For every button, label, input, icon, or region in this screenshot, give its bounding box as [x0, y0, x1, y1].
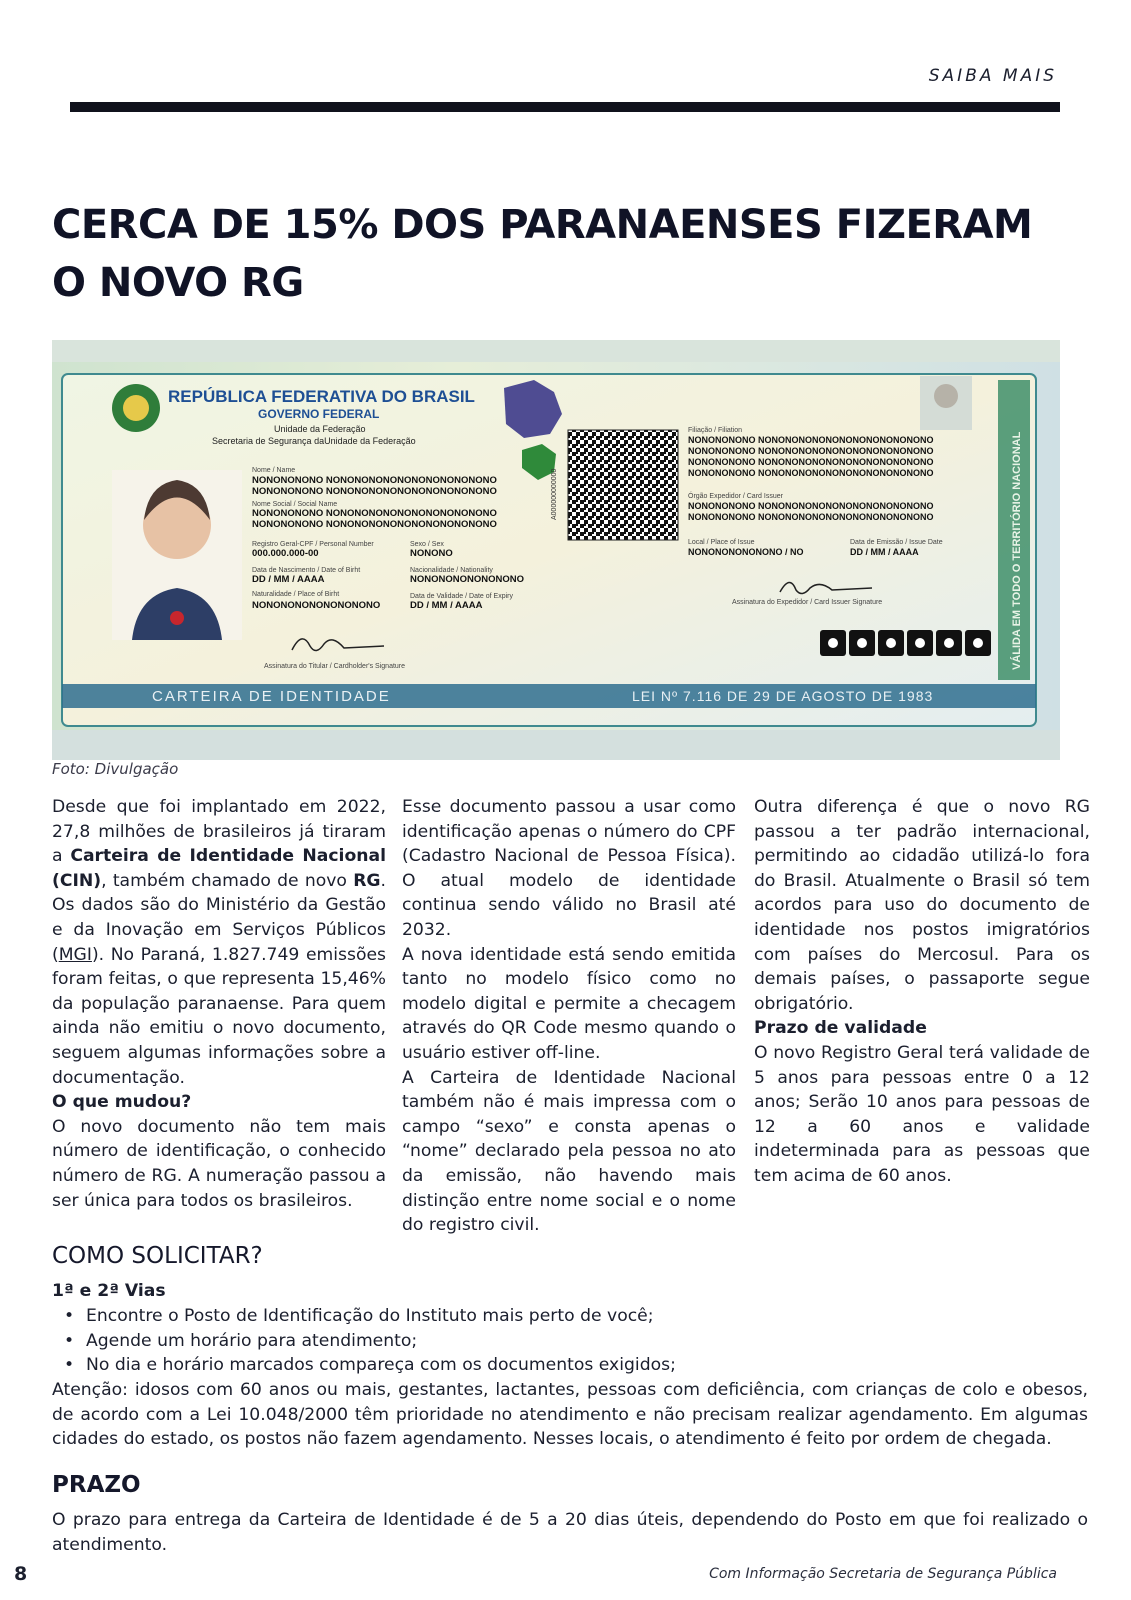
svg-text:DD / MM / AAAA: DD / MM / AAAA [850, 547, 919, 557]
svg-text:NONONONONONONONONO: NONONONONONONONONO [252, 600, 381, 611]
svg-text:Nacionalidade / Nationality: Nacionalidade / Nationality [410, 567, 493, 574]
how-to-list [52, 1304, 676, 1378]
svg-text:NONONONONO NONONONONONONONONON: NONONONONO NONONONONONONONONONONONONO [688, 446, 934, 456]
header-rule [70, 102, 1060, 112]
list-item: • Encontre o Posto de Identificação do Instituto mais perto de você; [52, 1304, 676, 1329]
svg-text:GOVERNO FEDERAL: GOVERNO FEDERAL [258, 407, 380, 421]
paragraph: Esse documento passou a usar como identificação apenas o número do CPF (Cadastro Nacional de Pessoa Física). O atual modelo de identidade continua sendo válido no Brasil até 2032. [402, 797, 736, 940]
article-column-2 [402, 795, 736, 1238]
list-item: • No dia e horário marcados compareça com os documentos exigidos; [52, 1353, 676, 1378]
how-to-heading: COMO SOLICITAR? [52, 1243, 263, 1269]
svg-text:Data de Validade / Date of Exp: Data de Validade / Date of Expiry [410, 593, 513, 600]
svg-text:Registro Geral-CPF / Personal: Registro Geral-CPF / Personal Number [252, 541, 374, 548]
svg-text:000.000.000-00: 000.000.000-00 [252, 548, 319, 559]
paragraph: O novo Registro Geral terá validade de 5 anos para pessoas entre 0 a 12 anos; Serão 10 anos para pessoas de 12 a 60 anos e validade indeterminada para as pessoas que tem acima de 60 anos. [754, 1042, 1090, 1186]
svg-text:NONONONONO NONONONONONONONONON: NONONONONO NONONONONONONONONONONONO [252, 508, 497, 519]
svg-text:NONONONONO NONONONONONONONONON: NONONONONO NONONONONONONONONONONONO [252, 519, 497, 530]
svg-text:Órgão Expedidor / Card Issuer: Órgão Expedidor / Card Issuer [688, 493, 783, 500]
svg-text:NONONONONO NONONONONONONONONON: NONONONONO NONONONONONONONONONONONONO [688, 468, 934, 478]
svg-text:Filiação / Filiation: Filiação / Filiation [688, 427, 743, 434]
card-country: REPÚBLICA FEDERATIVA DO BRASIL [168, 387, 475, 406]
article-title: CERCA DE 15% DOS PARANAENSES FIZERAM O NOVO RG [52, 202, 1033, 306]
svg-text:Data de Nascimento / Date of B: Data de Nascimento / Date of Birht [252, 567, 361, 574]
svg-text:Secretaria de Segurança daUnid: Secretaria de Segurança daUnidade da Federação [212, 436, 416, 446]
how-to-subheading: 1ª e 2ª Vias [52, 1281, 166, 1301]
article-column-3 [754, 795, 1090, 1189]
svg-text:Data de Emissão / Issue Date: Data de Emissão / Issue Date [850, 539, 943, 546]
source-credit: Com Informação Secretaria de Segurança Pública [709, 1566, 1057, 1582]
svg-text:NONONONONO NONONONONONONONONON: NONONONONO NONONONONONONONONONONONONO [688, 457, 934, 467]
svg-text:Sexo / Sex: Sexo / Sex [410, 541, 444, 548]
svg-text:Nome Social / Social Name: Nome Social / Social Name [252, 501, 338, 508]
svg-text:Assinatura do Expedidor / Card: Assinatura do Expedidor / Card Issuer Signature [732, 599, 883, 606]
svg-text:NONONONONONONO / NO: NONONONONONONO / NO [688, 547, 804, 557]
paragraph: Desde que foi implantado em 2022, 27,8 milhões de brasileiros já tiraram a Carteira de Identidade Nacional (CIN), também chamado de novo RG. Os dados são do Ministério da Gestão e da Inovação em Serviços Públicos (MGI). No Paraná, 1.827.749 emissões foram feitas, o que representa 15,46% da população paranaense. Para quem ainda não emitiu o novo documento, seguem algumas informações sobre a documentação. [52, 797, 386, 1088]
deadline-heading: PRAZO [52, 1472, 141, 1498]
bullet-icon: • [64, 1306, 75, 1326]
deadline-paragraph: O prazo para entrega da Carteira de Identidade é de 5 a 20 dias úteis, dependendo do Posto em que foi realizado o atendimento. [52, 1510, 1088, 1555]
svg-text:NONONO: NONONO [410, 548, 453, 559]
photo-caption: Foto: Divulgação [52, 760, 179, 778]
svg-text:NONONONONO NONONONONONONONONON: NONONONONO NONONONONONONONONONONONONO [688, 512, 934, 522]
page-number: 8 [14, 1563, 28, 1585]
svg-text:DD / MM / AAAA: DD / MM / AAAA [410, 600, 483, 611]
paragraph: A nova identidade está sendo emitida tanto no modelo físico como no modelo digital e permite a checagem através do QR Code mesmo quando o usuário estiver off-line. [402, 944, 736, 1063]
svg-text:NONONONONO NONONONONONONONONON: NONONONONO NONONONONONONONONONONONONO [688, 435, 934, 445]
paragraph: A Carteira de Identidade Nacional também não é mais impressa com o campo “sexo” e consta apenas o “nome” declarado pela pessoa no ato da emissão, não havendo mais distinção entre nome social e o nome do registro civil. [402, 1067, 736, 1236]
paragraph: O novo documento não tem mais número de identificação, o conhecido número de RG. A numeração passou a ser única para todos os brasileiros. [52, 1116, 386, 1211]
article-column-1 [52, 795, 386, 1213]
svg-text:Naturalidade / Place of Birht: Naturalidade / Place of Birht [252, 591, 340, 598]
svg-text:Local / Place of Issue: Local / Place of Issue [688, 539, 755, 546]
svg-text:DD / MM / AAAA: DD / MM / AAAA [252, 574, 325, 585]
svg-text:NONONONONO NONONONONONONONONON: NONONONONO NONONONONONONONONONONONO [252, 475, 497, 486]
subheading-changed: O que mudou? [52, 1092, 192, 1113]
svg-text:Assinatura do Titular / Cardho: Assinatura do Titular / Cardholder's Signature [264, 663, 406, 670]
section-label: SAIBA MAIS [928, 66, 1057, 86]
list-item: • Agende um horário para atendimento; [52, 1329, 676, 1354]
svg-text:Unidade da Federação: Unidade da Federação [274, 424, 366, 434]
attention-paragraph: Atenção: idosos com 60 anos ou mais, gestantes, lactantes, pessoas com deficiência, com crianças de colo e obesos, de acordo com a Lei 10.048/2000 têm prioridade no atendimento e não precisam realizar agendamento. Em algumas cidades do estado, os postos não fazem agendamento. Nesses locais, o atendimento é feito por ordem de chegada. [52, 1380, 1088, 1449]
paragraph: Outra diferença é que o novo RG passou a ter padrão internacional, permitindo ao cidadão utilizá-lo fora do Brasil. Atualmente o Brasil só tem acordos para uso do documento de identidade nos postos imigratórios com países do Mercosul. Para os demais países, o passaporte segue obrigatório. [754, 797, 1090, 1014]
svg-text:NONONONONO NONONONONONONONONON: NONONONONO NONONONONONONONONONONONO [252, 486, 497, 497]
svg-text:NONONONONO NONONONONONONONONON: NONONONONO NONONONONONONONONONONONONO [688, 501, 934, 511]
qr-code-icon [568, 430, 678, 540]
svg-text:VÁLIDA EM TODO O TERRITÓRIO NA: VÁLIDA EM TODO O TERRITÓRIO NACIONAL [1011, 431, 1023, 670]
subheading-validity: Prazo de validade [754, 1018, 927, 1039]
svg-text:Nome / Name: Nome / Name [252, 467, 296, 474]
bullet-icon: • [64, 1355, 75, 1375]
svg-text:CARTEIRA DE IDENTIDADE: CARTEIRA DE IDENTIDADE [152, 688, 391, 705]
svg-text:A000000000000: A000000000000 [551, 468, 558, 520]
svg-text:LEI Nº 7.116 DE 29 DE AGOSTO D: LEI Nº 7.116 DE 29 DE AGOSTO DE 1983 [632, 688, 934, 704]
svg-text:NONONONONONONONO: NONONONONONONONO [410, 574, 524, 585]
id-card-photo [52, 340, 1060, 760]
bullet-icon: • [64, 1330, 75, 1351]
